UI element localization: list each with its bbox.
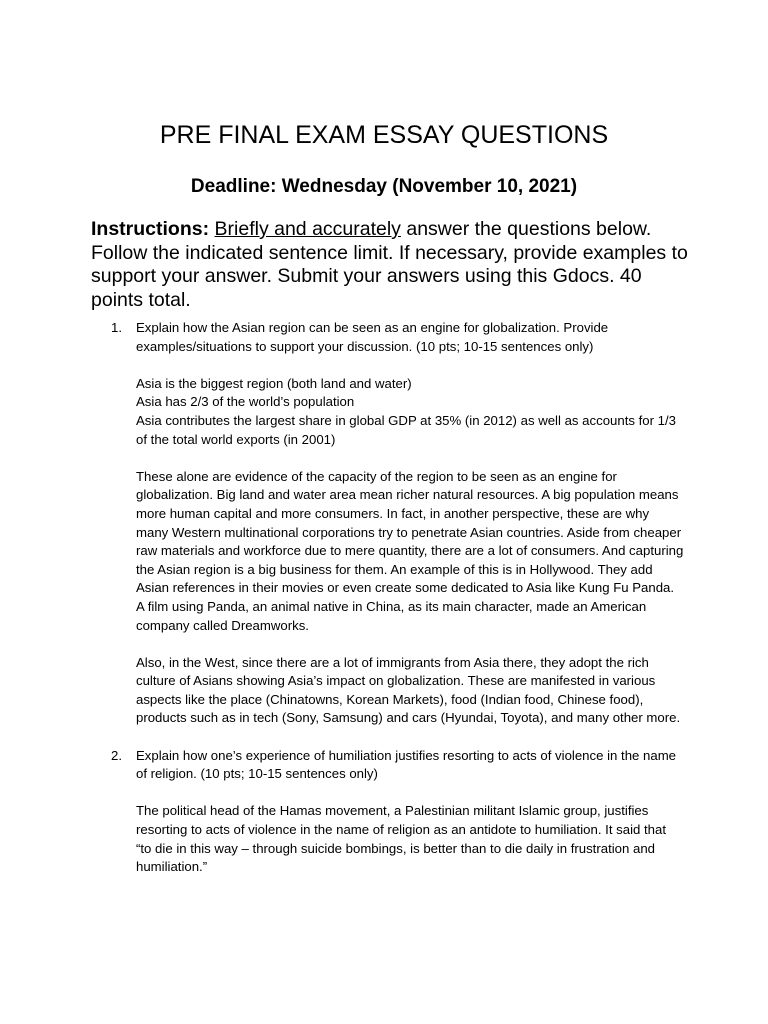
instructions-paragraph	[91, 218, 691, 312]
answer-paragraph: Also, in the West, since there are a lot of immigrants from Asia there, they adopt the rich culture of Asians showing Asia’s impact on globalization. These are manifested in various aspects like the place (Chinatowns, Korean Markets), food (Indian food, Chinese food), products such as in tech (Sony, Samsung) and cars (Hyundai, Toyota), and many other more.	[136, 654, 681, 726]
answer-fact: Asia has 2/3 of the world’s population	[136, 394, 355, 410]
question-prompt: Explain how one’s experience of humiliation justifies resorting to acts of violence in the name of religion. (10 pts; 10-15 sentences only)	[136, 747, 677, 782]
page-title: PRE FINAL EXAM ESSAY QUESTIONS	[159, 121, 609, 149]
question-1	[0, 319, 768, 747]
question-prompt: Explain how the Asian region can be seen as an engine for globalization. Provide examples/situations to support your discussion. (10 pts; 10-15 sentences only)	[136, 320, 609, 354]
instructions-emphasis: Briefly and accurately	[214, 218, 401, 240]
answer-fact: Asia contributes the largest share in global GDP at 35% (in 2012) as well as accounts for 1/3 of the total world exports (in 2001)	[136, 412, 677, 447]
deadline-heading: Deadline: Wednesday (November 10, 2021)	[190, 176, 578, 197]
question-number: 1.	[111, 320, 122, 335]
answer-paragraph: The political head of the Hamas movement, a Palestinian militant Islamic group, justifies resorting to acts of violence in the name of religion as an antidote to humiliation. It said that “to die in this way – through suicide bombings, is better than to die daily in frustration and humiliation.”	[136, 803, 667, 875]
question-2	[0, 747, 768, 877]
instructions-label: Instructions:	[91, 218, 210, 240]
question-list	[0, 319, 768, 877]
answer-fact: Asia is the biggest region (both land and water)	[136, 375, 412, 391]
answer-paragraph: These alone are evidence of the capacity of the region to be seen as an engine for globalization. Big land and water area mean richer natural resources. A big population means more human capital and more consumers. In fact, in another perspective, these are why many Western multinational corporations try to penetrate Asian countries. Aside from cheaper raw materials and workforce due to mere quantity, there are a lot of consumers. And capturing the Asian region is a big business for them. An example of this is in Hollywood. They add Asian references in their movies or even create some dedicated to Asia like Kung Fu Panda. A film using Panda, an animal native in China, as its main character, made an American company called Dreamworks.	[136, 468, 684, 633]
question-number: 2.	[111, 747, 122, 763]
instructions-body: answer the questions below. Follow the indicated sentence limit. If necessary, provide examples to support your answer. Submit your answers using this Gdocs. 40 points total.	[91, 218, 688, 311]
